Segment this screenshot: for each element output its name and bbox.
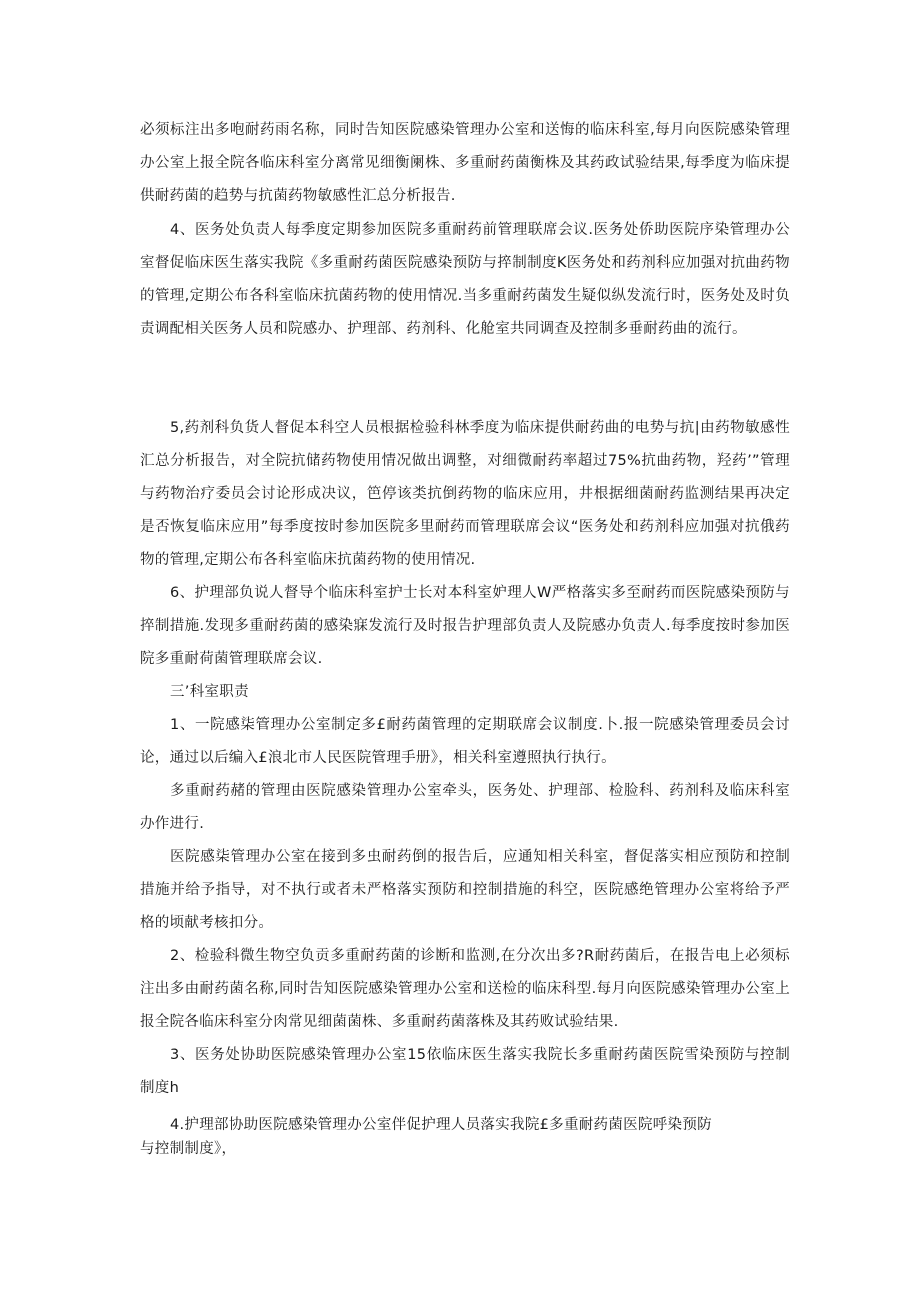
paragraph-duty-1-lead: 多重耐药赭的管理由医院感染管理办公室牵头，医务处、护理部、检脸科、药剂科及临床科室办作进行.: [140, 783, 790, 832]
paragraph-item-6-nursing: 6、护理部负说人督导个临床科室护士长对本科室妒理人W严格落实多至耐药而医院感染预防与捽制措施.发现多重耐药菌的感染寐发流行及时报告护理部负责人及院感办负责人.每季度按时参加医院多重耐荷菌管理联席会议.: [140, 585, 790, 667]
paragraph-item-5-pharmacy: 5,药剂科负货人督促本科空人员根据检验科林季度为临床提供耐药曲的电势与抗|由药物敏感性汇总分析报告，对全院抗储药物使用情况做出调整，对细微耐药率超过75%抗曲药物，羟药’”管理与药物治疗委员会讨论形成决议，笆停该类抗倒药物的临床应用，井根据细菌耐药监测结果再决定是否恢复临床应用”每季度按时参加医院多里耐药而管理联席会议“医务处和药剂科应加强对抗俄药物的管理,定期公布各科室临床抗菌药物的使用情况.: [140, 420, 790, 568]
section-heading-department-duties: 三’科室职责: [170, 684, 249, 700]
paragraph-continuation: 必须标注出多咆耐药雨名称，同时告知医院感染管理办公室和送悔的临床科室,每月向医院感染管理办公室上报全院各临床科室分离常见细衡阑株、多重耐药菌衡株及其药政试验结果,每季度为临床提供耐药菌的趋势与抗菌药物敏感性汇总分析报告.: [140, 122, 790, 204]
paragraph-item-4-medical-affairs: 4、医务处负责人每季度定期参加医院多重耐药前管理联席会议.医务处侨助医院序染管理办公室督促临床医生落实我院《多重耐药菌医院感染预防与捽制制度K医务处和药剂科应加强对抗曲药物的管理,定期公布各科室临床抗菌药物的使用情况.当多重耐药菌发生疑似纵发流行时，医务处及时负责调配相关医务人员和院感办、护理部、药剂科、化舱室共同调查及控制多垂耐药曲的流行。: [140, 222, 790, 337]
paragraph-duty-4-nursing-cont: 与控制制度》，: [140, 1141, 237, 1157]
paragraph-duty-1-notification: 医院感柒管理办公室在接到多虫耐药倒的报告后，应通知相关科室，督促落实相应预防和控制措施并给予指导，对不执行或者未严格落实预防和控制措施的科空，医院感绝管理办公室将给予严格的顷献考核扣分。: [140, 849, 790, 931]
paragraph-duty-1-infection-office: 1、一院感柒管理办公室制定多£耐药菌管理的定期联席会议制度.卜.报一院感染管理委员会讨论，通过以后编入£浪北市人民医院管理手册》，相关科室遵照执行执行。: [140, 717, 790, 766]
paragraph-duty-4-nursing: 4.护理部协助医院感染管理办公室伴促护理人员落实我院£多重耐药菌医院呼染预防: [170, 1117, 712, 1133]
paragraph-duty-2-laboratory: 2、检验科微生物空负贡多重耐药菌的诊断和监测,在分次出多?R耐药菌后，在报告电上必须标注出多由耐药菌名称,同时告知医院感染管理办公室和送检的临床科型.每月向医院感染管理办公室上报全院各临床科室分肉常见细菌菌株、多重耐药菌落株及其药败试验结果.: [140, 948, 790, 1030]
paragraph-duty-3-medical-affairs: 3、医务处协助医院感染管理办公室15依临床医生落实我院长多重耐药菌医院雪染预防与控制制度h: [140, 1047, 790, 1096]
